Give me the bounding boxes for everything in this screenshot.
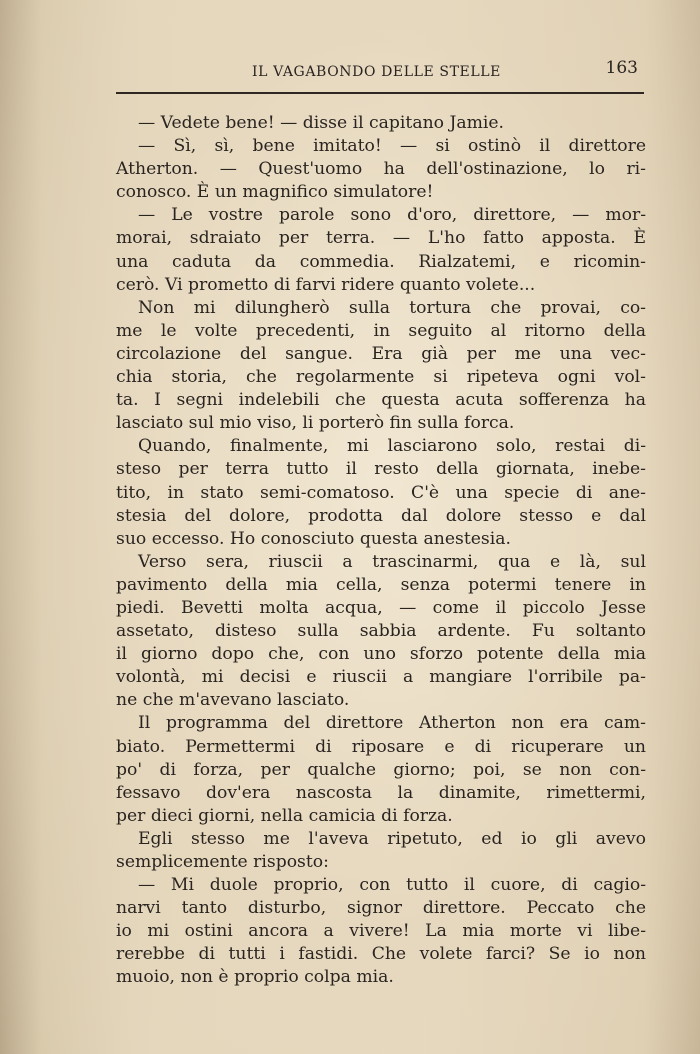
text-line: il giorno dopo che, con uno sforzo potente della mia [116, 644, 646, 665]
text-line: piedi. Bevetti molta acqua, — come il piccolo Jesse [116, 597, 646, 618]
text-line: — Sì, sì, bene imitato! — si ostinò il direttore [138, 136, 646, 157]
text-line: Il programma del direttore Atherton non era cam- [138, 713, 646, 734]
text-line: me le volte precedenti, in seguito al ritorno della [116, 320, 646, 341]
text-line: tito, in stato semi-comatoso. C'è una specie di ane- [116, 482, 646, 503]
text-line: po' di forza, per qualche giorno; poi, se non con- [116, 759, 646, 780]
text-line: suo eccesso. Ho conosciuto questa anestesia. [116, 528, 511, 549]
running-title: IL VAGABONDO DELLE STELLE [252, 64, 501, 80]
text-line: fessavo dov'era nascosta la dinamite, rimettermi, [116, 782, 646, 803]
text-line: Quando, finalmente, mi lasciarono solo, restai di- [138, 436, 646, 457]
text-line: io mi ostini ancora a vivere! La mia morte vi libe- [116, 921, 646, 942]
page-number: 163 [605, 58, 638, 78]
text-line: Verso sera, riuscii a trascinarmi, qua e là, sul [138, 551, 646, 572]
text-line: stesia del dolore, prodotta dal dolore stesso e dal [116, 505, 646, 526]
text-line: una caduta da commedia. Rialzatemi, e ricomin- [116, 251, 646, 272]
text-line: narvi tanto disturbo, signor direttore. Peccato che [116, 898, 646, 919]
text-line: per dieci giorni, nella camicia di forza. [116, 805, 453, 826]
text-line: semplicemente risposto: [116, 852, 329, 872]
text-line: — Le vostre parole sono d'oro, direttore, — mor- [138, 205, 646, 226]
text-line: morai, sdraiato per terra. — L'ho fatto apposta. È [116, 228, 646, 249]
text-line: lasciato sul mio viso, li porterò fin sulla forca. [116, 413, 515, 434]
text-line: steso per terra tutto il resto della giornata, inebe- [116, 459, 646, 480]
text-line: ne che m'avevano lasciato. [116, 690, 350, 711]
body-text [116, 112, 646, 990]
text-line: volontà, mi decisi e riuscii a mangiare l'orribile pa- [116, 667, 646, 688]
text-line: rerebbe di tutti i fastidi. Che volete farci? Se io non [116, 944, 646, 965]
page-header [116, 58, 640, 86]
text-line: Non mi dilungherò sulla tortura che provai, co- [138, 297, 646, 318]
text-line: Egli stesso me l'aveva ripetuto, ed io gli avevo [138, 828, 646, 849]
text-line: muoio, non è proprio colpa mia. [116, 967, 394, 988]
header-rule [116, 92, 644, 94]
text-line: ta. I segni indelebili che questa acuta sofferenza ha [116, 390, 646, 411]
text-line: biato. Permettermi di riposare e di ricuperare un [116, 736, 646, 757]
text-line: conosco. È un magnifico simulatore! [116, 182, 434, 203]
text-line: — Mi duole proprio, con tutto il cuore, di cagio- [138, 875, 646, 896]
text-line: — Vedete bene! — disse il capitano Jamie. [138, 113, 505, 133]
text-line: pavimento della mia cella, senza potermi tenere in [116, 574, 646, 595]
text-line: circolazione del sangue. Era già per me una vec- [116, 343, 646, 364]
text-line: cerò. Vi prometto di farvi ridere quanto volete... [116, 274, 536, 295]
text-line: Atherton. — Quest'uomo ha dell'ostinazione, lo ri- [116, 159, 646, 180]
text-line: assetato, disteso sulla sabbia ardente. Fu soltanto [116, 621, 646, 642]
text-line: chia storia, che regolarmente si ripeteva ogni vol- [116, 367, 646, 388]
